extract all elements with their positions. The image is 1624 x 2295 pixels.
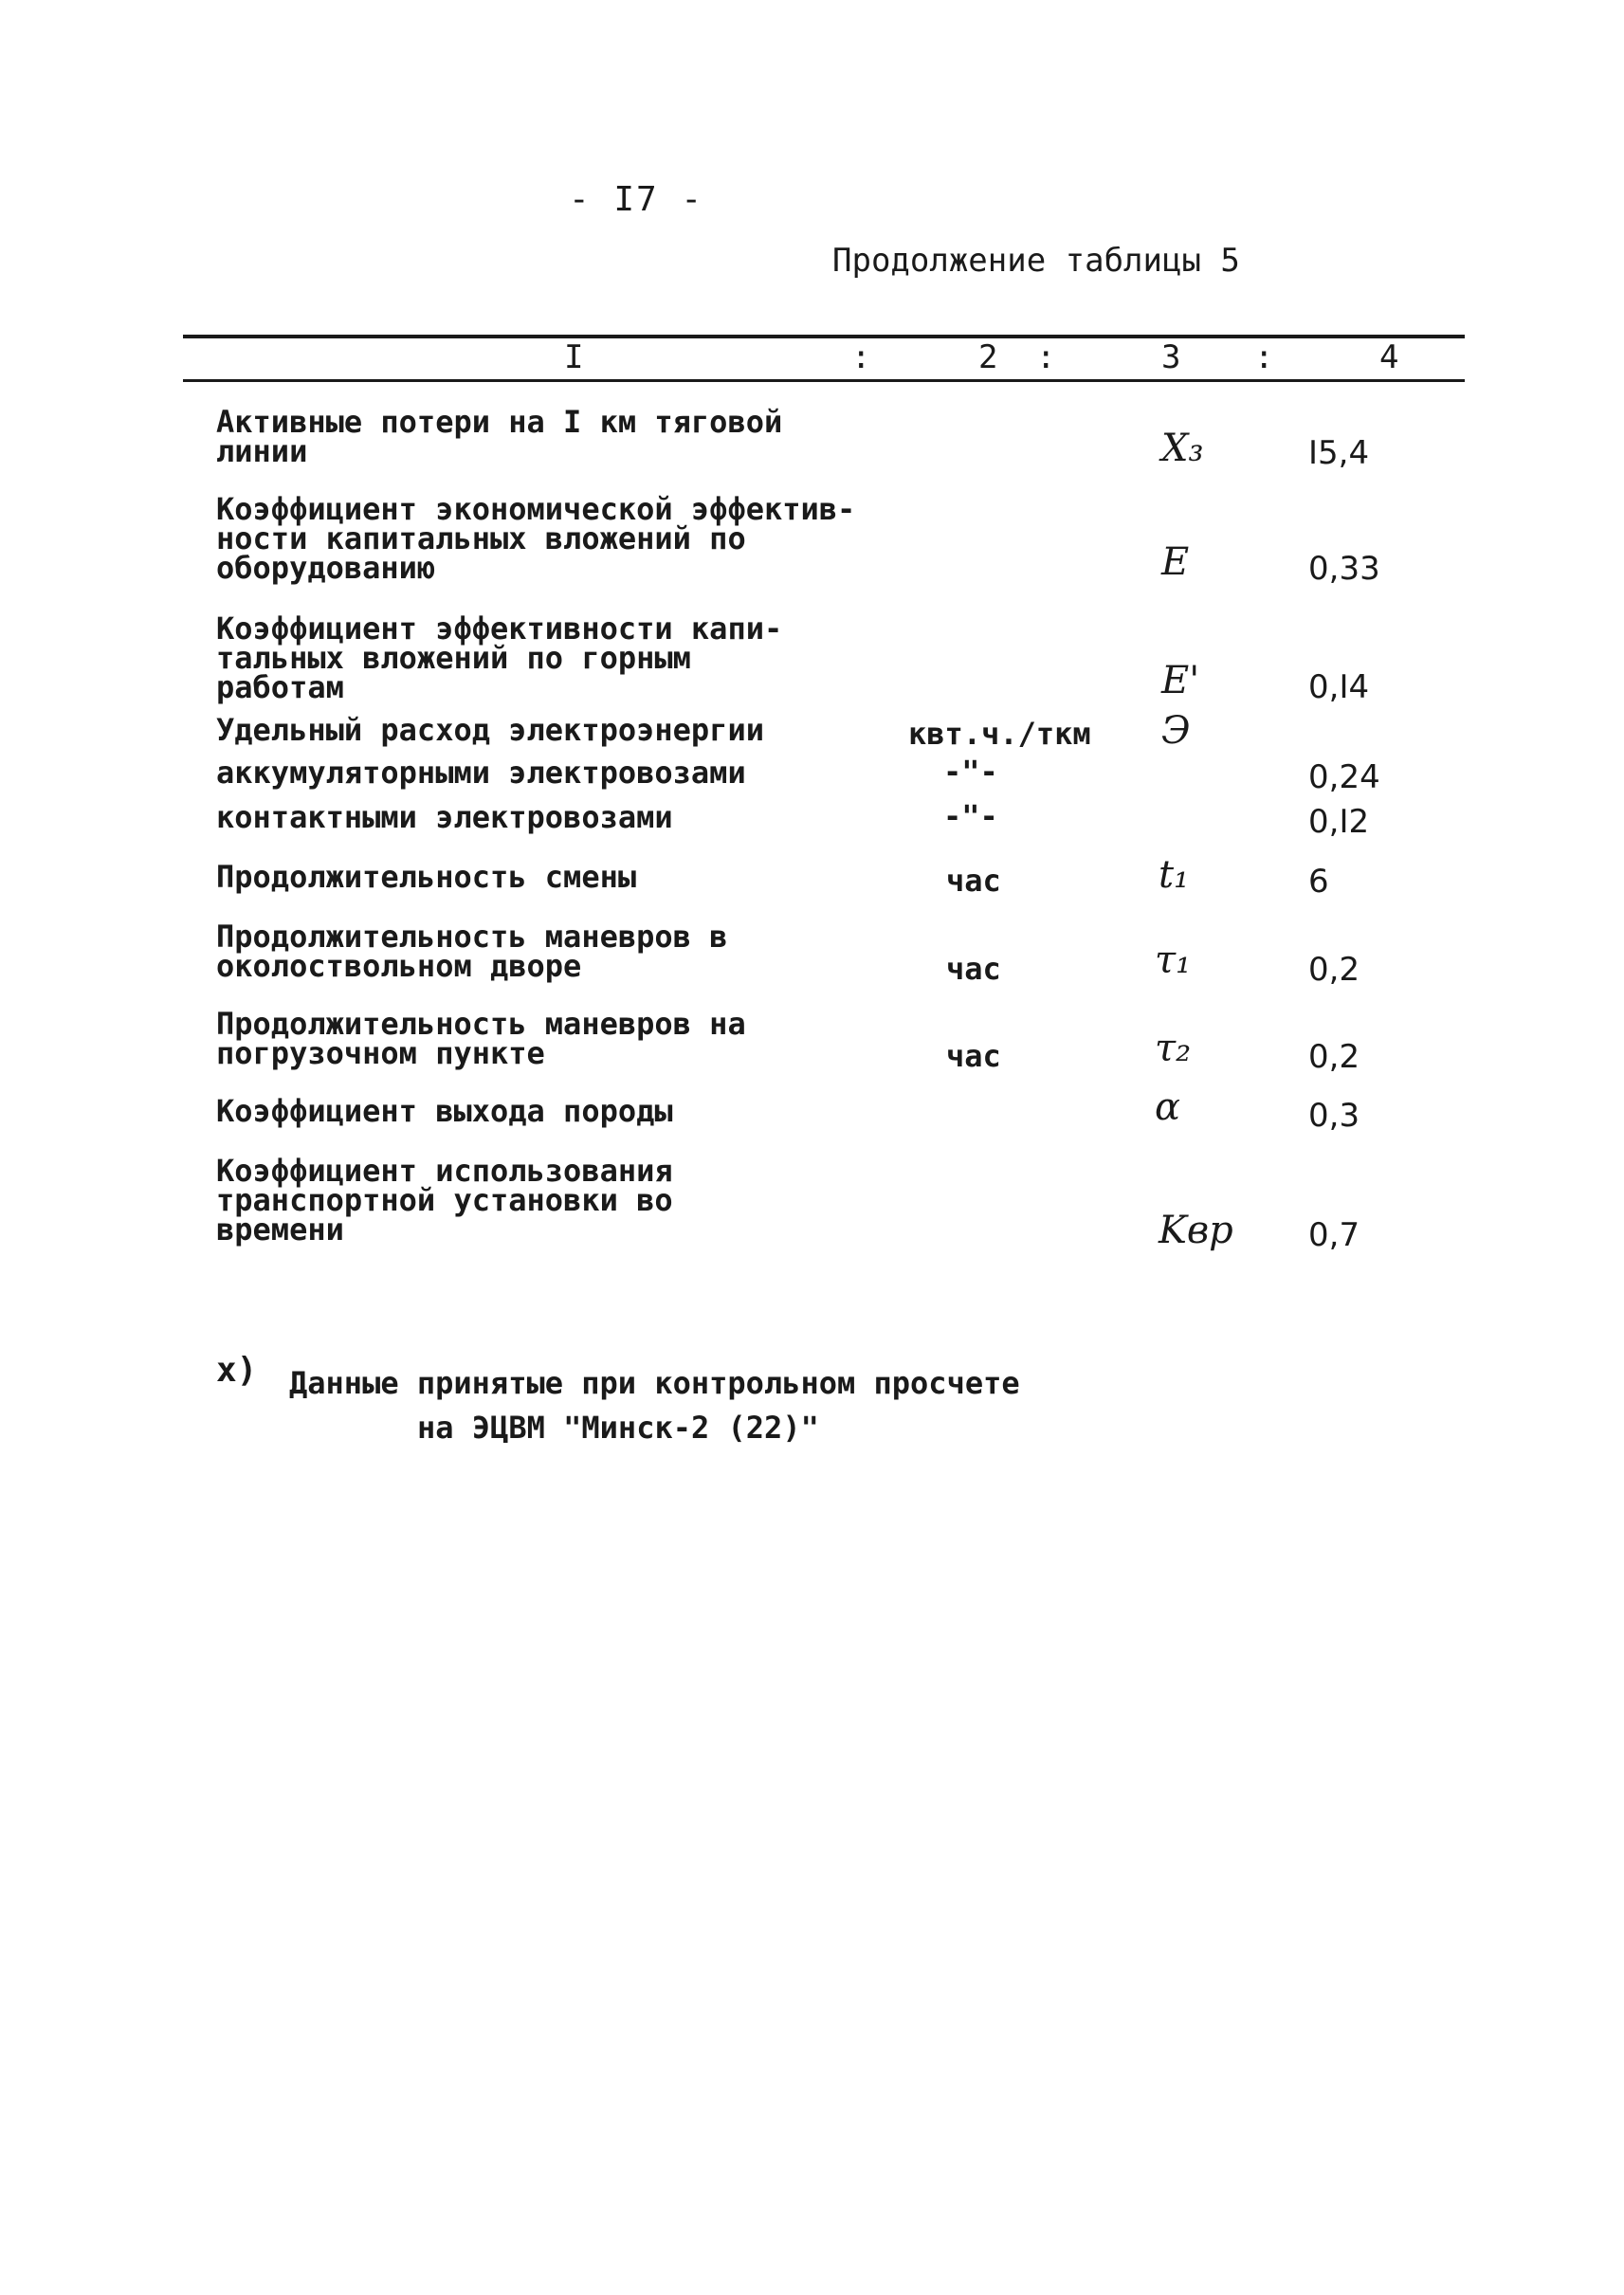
row-value: 0,3 bbox=[1308, 1097, 1360, 1135]
row-unit: час bbox=[946, 863, 1001, 899]
column-separator: : bbox=[1036, 338, 1056, 376]
row-symbol: Э bbox=[1161, 709, 1191, 753]
row-symbol: τ₁ bbox=[1155, 938, 1192, 982]
column-separator: : bbox=[851, 338, 871, 376]
row-value: 0,2 bbox=[1308, 1038, 1360, 1076]
row-label: контактными электровозами bbox=[216, 799, 673, 835]
row-value: 0,I4 bbox=[1308, 668, 1370, 706]
row-label: Коэффициент использования транспортной установки во времени bbox=[216, 1153, 673, 1248]
row-label: Продолжительность маневров на погрузочном пункте bbox=[216, 1006, 746, 1071]
row-unit: час bbox=[946, 1038, 1001, 1074]
column-header-1: I bbox=[564, 338, 584, 376]
footnote-line-2: на ЭЦВМ "Минск-2 (22)" bbox=[417, 1410, 819, 1446]
row-value: 0,24 bbox=[1308, 758, 1380, 796]
row-symbol: τ₂ bbox=[1155, 1027, 1192, 1070]
row-label: Удельный расход электроэнергии bbox=[216, 712, 764, 748]
row-unit: -"- bbox=[943, 798, 998, 834]
row-label: Активные потери на I км тяговой линии bbox=[216, 404, 783, 469]
table-header-rule bbox=[183, 379, 1465, 382]
column-separator: : bbox=[1254, 338, 1274, 376]
row-label: Коэффициент выхода породы bbox=[216, 1093, 673, 1129]
row-value: I5,4 bbox=[1308, 434, 1370, 472]
row-symbol: t₁ bbox=[1159, 853, 1190, 897]
row-value: 0,2 bbox=[1308, 951, 1360, 989]
table-caption: Продолжение таблицы 5 bbox=[832, 242, 1240, 280]
row-label: Продолжительность смены bbox=[216, 859, 637, 895]
row-value: 6 bbox=[1308, 863, 1329, 901]
row-unit: час bbox=[946, 951, 1001, 987]
footnote-line-1: Данные принятые при контрольном просчете bbox=[289, 1365, 1020, 1401]
page-number: - I7 - bbox=[569, 180, 704, 219]
column-header-3: 3 bbox=[1161, 338, 1181, 376]
row-value: 0,I2 bbox=[1308, 803, 1370, 841]
row-label: Коэффициент эффективности капи- тальных вложений по горным работам bbox=[216, 610, 783, 705]
row-symbol: α bbox=[1155, 1085, 1181, 1129]
row-unit: -"- bbox=[943, 754, 998, 790]
row-symbol: E bbox=[1161, 540, 1190, 584]
column-header-2: 2 bbox=[978, 338, 998, 376]
row-symbol: X₃ bbox=[1161, 427, 1204, 470]
row-value: 0,33 bbox=[1308, 550, 1380, 588]
row-label: Продолжительность маневров в околоствольном дворе bbox=[216, 919, 728, 984]
footnote-mark: x) bbox=[216, 1351, 258, 1390]
row-value: 0,7 bbox=[1308, 1216, 1360, 1254]
row-symbol: Kвр bbox=[1159, 1209, 1233, 1252]
row-label: аккумуляторными электровозами bbox=[216, 755, 746, 791]
row-unit: квт.ч./ткм bbox=[908, 716, 1091, 752]
row-label: Коэффициент экономической эффектив- ности капитальных вложений по оборудованию bbox=[216, 491, 856, 586]
row-symbol: E' bbox=[1161, 659, 1200, 702]
column-header-4: 4 bbox=[1379, 338, 1399, 376]
